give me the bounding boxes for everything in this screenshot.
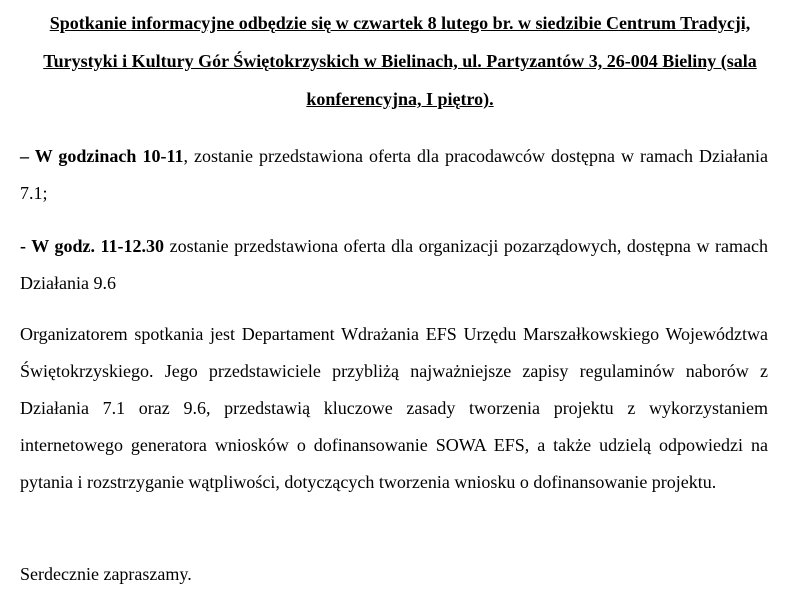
schedule-item-ngos-text: zostanie przedstawiona oferta dla organizacji pozarządowych, dostępna w ramach Działania 9.6 xyxy=(20,236,768,293)
schedule-item-employers xyxy=(20,138,768,212)
closing-line: Serdecznie zapraszamy. xyxy=(20,564,192,584)
schedule-item-employers-text: , zostanie przedstawiona oferta dla pracodawców dostępna w ramach Działania 7.1; xyxy=(20,146,768,203)
meeting-announcement-heading: Spotkanie informacyjne odbędzie się w czwartek 8 lutego br. w siedzibie Centrum Tradycji, Turystyki i Kultury Gór Świętokrzyskich w Bielinach, ul. Partyzantów 3, 26-004 Bieliny (sala konferencyjna, I piętro). xyxy=(43,13,757,109)
schedule-item-ngos xyxy=(20,228,768,302)
schedule-item-ngos-time: - W godz. 11-12.30 xyxy=(20,236,165,256)
organizer-paragraph: Organizatorem spotkania jest Departament Wdrażania EFS Urzędu Marszałkowskiego Województwa Świętokrzyskiego. Jego przedstawiciele przybliżą najważniejsze zapisy regulaminów naborów z Działania 7.1 oraz 9.6, przedstawią kluczowe zasady tworzenia projektu z wykorzystaniem internetowego generatora wniosków o dofinansowanie SOWA EFS, a także udzielą odpowiedzi na pytania i rozstrzyganie wątpliwości, dotyczących tworzenia wniosku o dofinansowanie projektu. xyxy=(20,324,768,492)
schedule-item-employers-time: – W godzinach 10-11 xyxy=(20,146,184,166)
